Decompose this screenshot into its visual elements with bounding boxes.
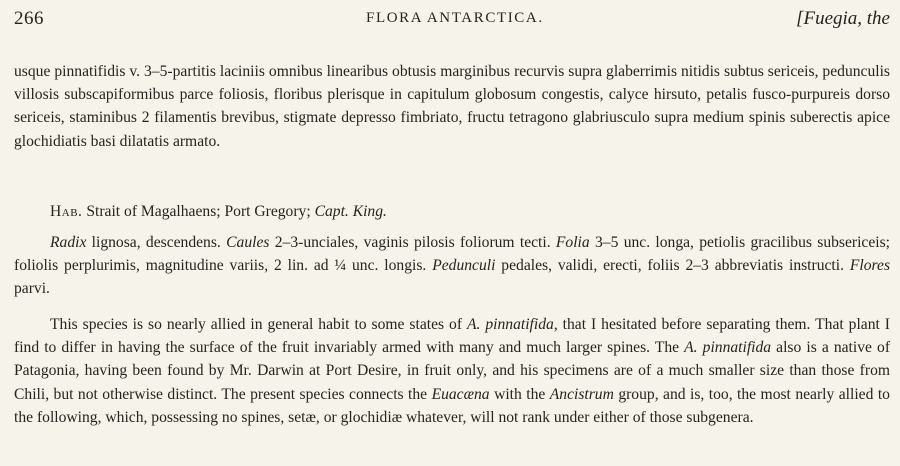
radix-text: lignosa, descendens. <box>86 234 227 251</box>
pedunculi-text: pedales, validi, erecti, foliis 2–3 abbreviatis instructi. <box>495 257 850 275</box>
habitat-text: Strait of Magalhaens; Port Gregory; <box>82 203 315 220</box>
flores-text: parvi. <box>14 280 50 298</box>
page-header <box>14 8 890 34</box>
folia-label: Folia <box>555 234 590 251</box>
remark-text-1: This species is so nearly allied in general habit to some states of <box>50 316 467 333</box>
running-section: [Fuegia, the <box>796 8 890 29</box>
caules-text: 2–3-unciales, vaginis pilosis foliorum tecti. <box>269 234 556 251</box>
flores-label: Flores <box>849 257 891 275</box>
latin-description: usque pinnatifidis v. 3–5-partitis laciniis omnibus linearibus obtusis marginibus recurvis supra glaberrimis nitidis subtus sericeis, pedunculis villosis subscapiformibus parce foliosis, floribus plerisque in capitulum globosum congestis, calyce hirsuto, petalis fusco-purpureis dorso sericeis, staminibus 2 filamentis brevibus, stigmate depresso fimbriato, fructu tetragono glabriusculo supra medium spinis suberectis apice glochidiatis basi dilatatis armato. <box>14 63 890 150</box>
habitat-label: Hab. <box>50 203 83 220</box>
remark-text-4: with the <box>489 385 550 403</box>
species-name: A. pinnatifida <box>466 316 554 333</box>
pedunculi-label: Pedunculi <box>432 257 496 275</box>
page-number: 266 <box>14 8 44 29</box>
habitat-paragraph <box>14 200 890 223</box>
remark-text-2: , that I hesitated before separating them. That plant I find to differ in having the surface of the fruit invariably armed with many and much larger spines. The <box>14 316 891 357</box>
caules-label: Caules <box>226 234 270 251</box>
remark-text-5: group, and is, too, the most nearly allied to the following, which, possessing no spines, setæ, or glochidiæ whatever, will not rank under either of those subgenera. <box>14 385 890 426</box>
running-title: FLORA ANTARCTICA. <box>366 10 544 26</box>
species-name: A. pinnatifida <box>684 339 772 357</box>
collector-name: Capt. King. <box>314 203 387 220</box>
group-name: Ancistrum <box>549 385 614 403</box>
group-name: Euacæna <box>431 385 490 403</box>
morphology-paragraph <box>14 231 890 301</box>
radix-label: Radix <box>50 234 87 251</box>
remark-paragraph <box>14 313 890 429</box>
folia-text: 3–5 unc. longa, petiolis gracilibus subsericeis; foliolis perplurimis, magnitudine variis, 2 lin. ad ¼ unc. longis. <box>14 234 890 275</box>
remark-text-3: also is a native of Patagonia, having been found by Mr. Darwin at Port Desire, in fruit only, and his specimens are of a much smaller size than those from Chili, but not otherwise distinct. The present species connects the <box>14 339 891 403</box>
